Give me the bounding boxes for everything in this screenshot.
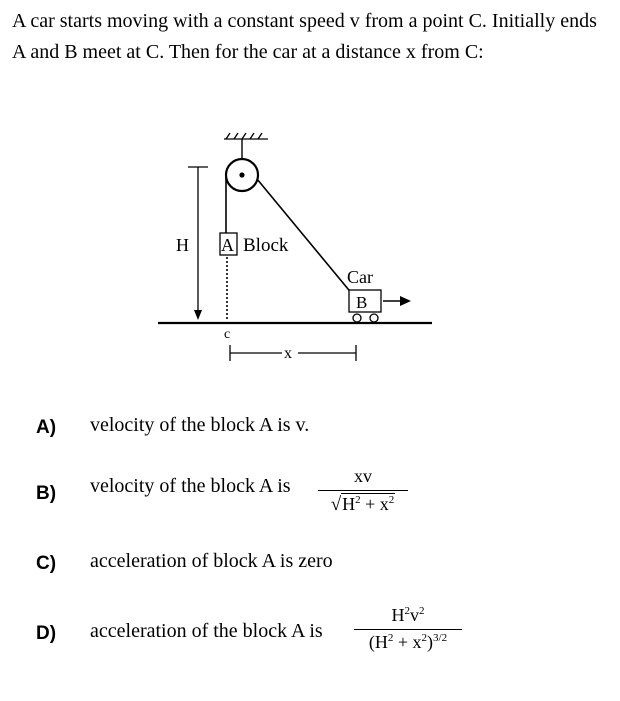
option-b-fraction: [318, 466, 408, 516]
label-car: Car: [347, 267, 373, 287]
option-b-letter[interactable]: B): [36, 483, 57, 504]
option-d-text[interactable]: acceleration of the block A is: [90, 620, 323, 642]
option-d-denominator: $(H^2 + x^2)^{3/2}$: [368, 632, 448, 652]
label-b: B: [356, 293, 368, 312]
option-b-numerator: xv: [354, 466, 372, 486]
ceiling-support: [224, 133, 268, 139]
question-text: A car starts moving with a constant speed v from a point C. Initially ends A and B meet at C. Then for the car at a distance x from C:: [12, 10, 597, 63]
pulley-diagram: [150, 125, 450, 370]
label-a: A: [221, 235, 234, 255]
label-c: c: [224, 327, 231, 342]
option-c-text[interactable]: acceleration of block A is zero: [90, 550, 333, 572]
option-d-fraction: [354, 605, 462, 653]
label-h: H: [176, 235, 189, 255]
option-d-letter[interactable]: D): [36, 623, 57, 644]
pulley-axle: [239, 172, 244, 177]
option-b-denominator: $√H^2 + x^2$: [330, 494, 395, 515]
option-d-numerator: $H^2v^2$: [391, 605, 425, 625]
label-block: Block: [243, 235, 289, 256]
option-a-letter[interactable]: A): [36, 417, 57, 438]
option-a-text[interactable]: velocity of the block A is v.: [90, 414, 310, 436]
label-x: x: [284, 345, 292, 362]
option-c-letter[interactable]: C): [36, 553, 57, 574]
car-wheel-right: [370, 314, 378, 322]
option-b-text[interactable]: velocity of the block A is: [90, 475, 291, 497]
car-wheel-left: [353, 314, 361, 322]
